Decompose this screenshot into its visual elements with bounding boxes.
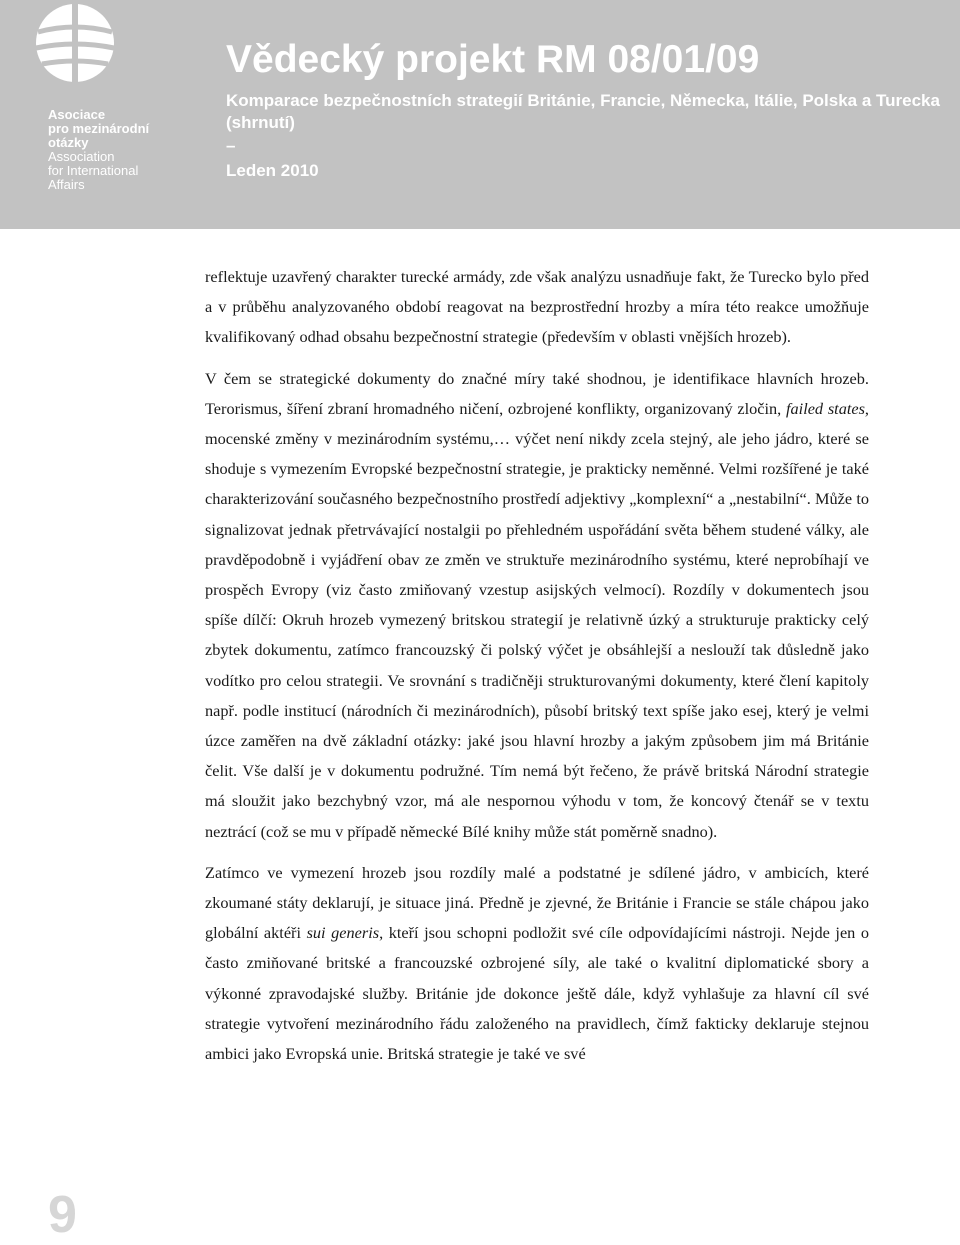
text-run: V čem se strategické dokumenty do značné míry také shodnou, je identifikace hlavních hrozeb. Terorismus, šíření zbraní hromadného ničení, ozbrojené konflikty, organizovaný zločin,: [205, 368, 869, 418]
body-text: [205, 262, 869, 1069]
text-run: , kteří jsou schopni podložit své cíle odpovídajícími nástroji. Nejde jen o často zmiňované britské a francouzské ozbrojené síly, ale také o kvalitní diplomatické sbory a výkonné zpravodajské služby. Británie jde dokonce ještě dále, když vyhlašuje za hlavní cíl své strategie vytvoření mezinárodního řádu založeného na pravidlech, čímž fakticky deklaruje stejnou ambici jako Evropská unie. Britská strategie je také ve své: [205, 923, 870, 1064]
org-line: pro mezinárodní: [48, 121, 150, 136]
title-dash: –: [226, 136, 236, 155]
globe-logo-icon: [34, 2, 116, 84]
org-line: Asociace: [48, 107, 106, 122]
italic-term: sui generis: [306, 923, 380, 943]
document-header: [0, 0, 960, 229]
document-date: Leden 2010: [226, 161, 319, 180]
org-line: otázky: [48, 135, 89, 150]
paragraph: [205, 364, 869, 847]
text-run: Zatímco ve vymezení hrozeb jsou rozdíly malé a podstatné je sdílené jádro, v ambicích, které zkoumané státy deklarují, je situace jiná. Předně je zjevné, že Británie i Francie se stále chápou jako globální aktéři: [205, 862, 869, 943]
title-block: [226, 34, 946, 182]
page-subtitle: Komparace bezpečnostních strategií Británie, Francie, Německa, Itálie, Polska a Turecka (shrnutí): [226, 91, 940, 132]
org-line: Association: [48, 149, 115, 164]
page-title: Vědecký projekt RM 08/01/09: [226, 38, 760, 81]
organization-name: [48, 108, 178, 192]
text-run: , mocenské změny v mezinárodním systému,… výčet není nikdy zcela stejný, ale jeho jádro, které se shoduje s vymezením Evropské bezpečnostní strategie, je prakticky neměnné. Velmi rozšířené je také charakterizování současného bezpečnostního prostředí adjektivy „komplexní“ a „nestabilní“. Může to signalizovat jednak přetrvávající nostalgii po přehledném uspořádání světa během studené války, ale pravděpodobně i vyjádření obav ze změn ve struktuře mezinárodního systému, které neprobíhají ve prospěch Evropy (viz často zmiňovaný vzestup asijských velmocí). Rozdíly v dokumentech jsou spíše dílčí: Okruh hrozeb vymezený britskou strategií je relativně úzký a strukturuje prakticky celý zbytek dokumentu, zatímco francouzský či polský výčet je obsáhlejší a neslouží tak důsledně jako vodítko pro celou strategii. Ve srovnání s tradičněji strukturovanými dokumenty, které člení kapitoly např. podle institucí (národních či mezinárodních), působí britský text spíše jako esej, který je velmi úzce zaměřen na dvě základní otázky: jaké jsou hlavní hrozby a jakým způsobem jim má Británie čelit. Vše další je v dokumentu podružné. Tím nemá být řečeno, že právě britská Národní strategie má sloužit jako bezchybný vzor, má ale nespornou výhodu v tom, že koncový čtenář se v textu neztrácí (což se mu v případě německé Bílé knihy může stát poměrně snadno).: [205, 398, 869, 841]
org-line: Affairs: [48, 177, 85, 192]
italic-term: failed states: [786, 398, 865, 418]
paragraph: [205, 858, 869, 1069]
page-number: 9: [48, 1186, 77, 1244]
paragraph: reflektuje uzavřený charakter turecké armády, zde však analýzu usnadňuje fakt, že Turecko bylo před a v průběhu analyzovaného období reagovat na bezprostřední hrozby a míra této reakce umožňuje kvalifikovaný odhad obsahu bezpečnostní strategie (především v oblasti vnějších hrozeb).: [205, 267, 869, 347]
org-line: for International: [48, 163, 139, 178]
